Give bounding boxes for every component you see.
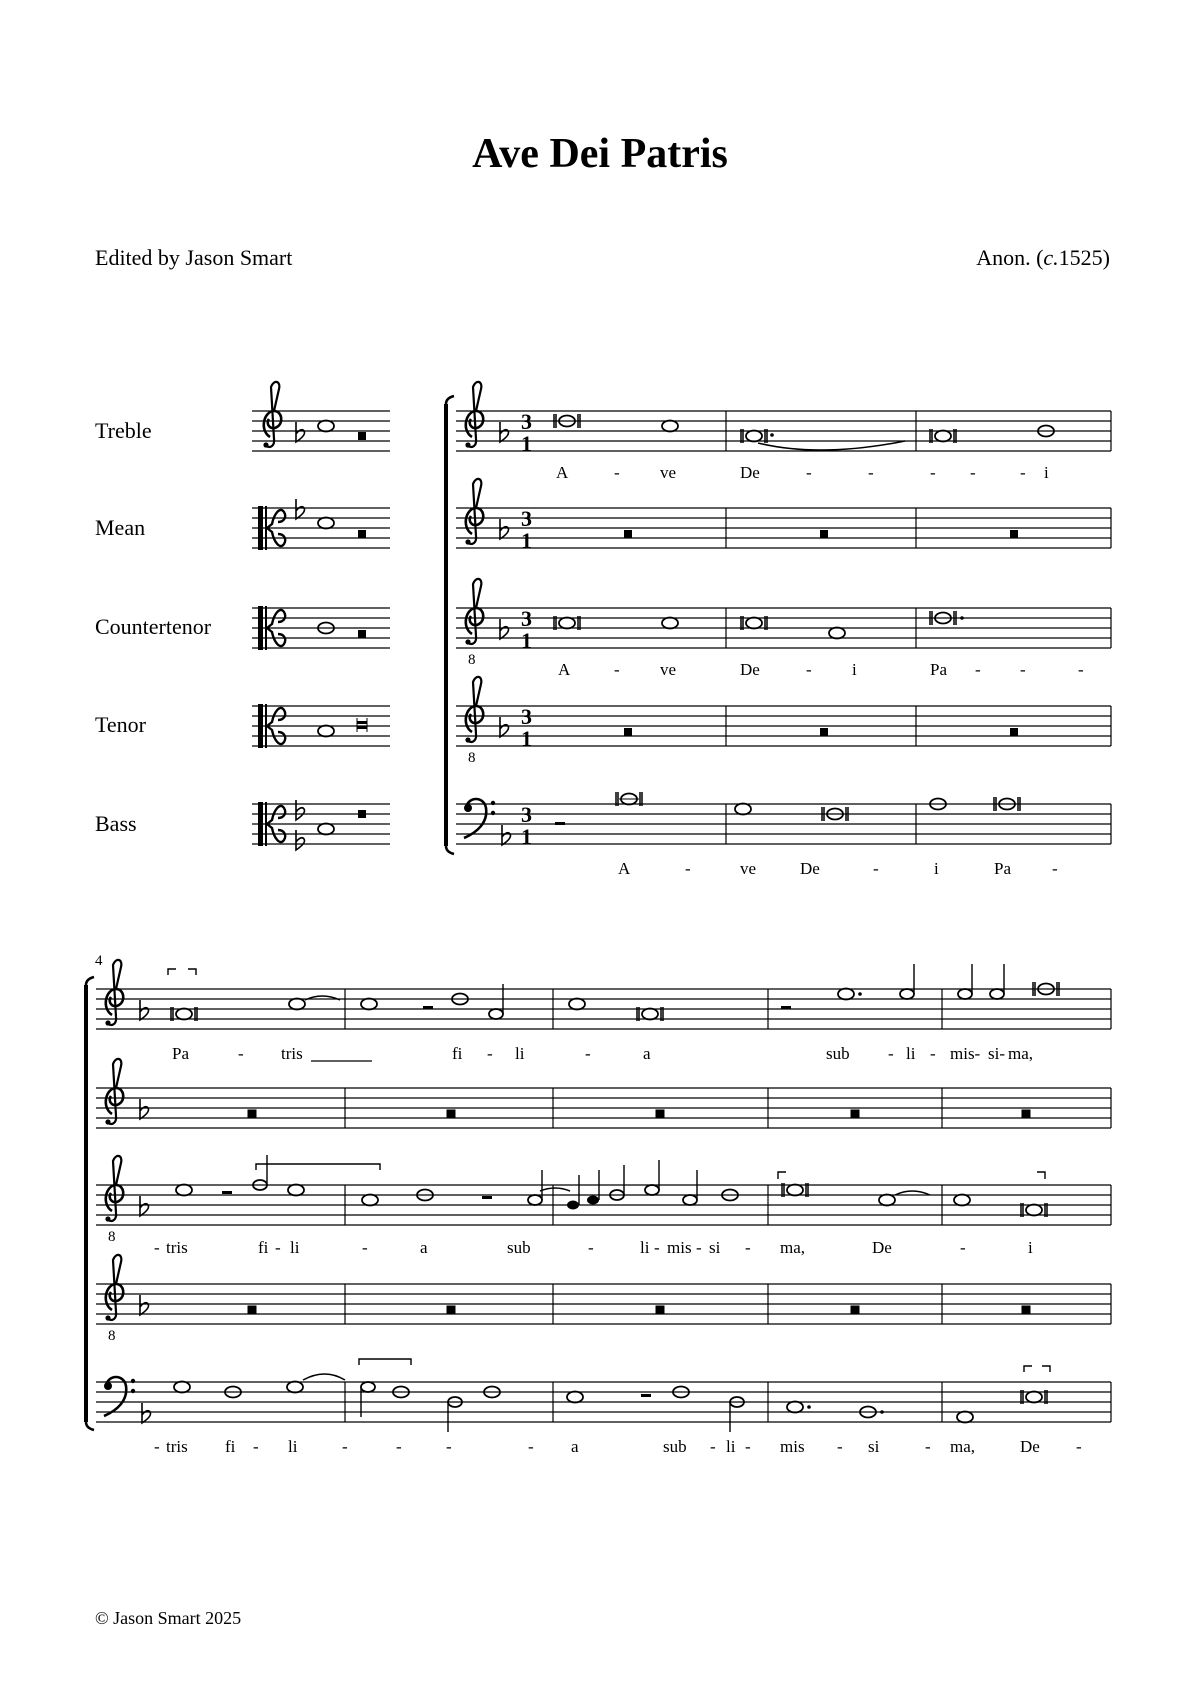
piece-title: Ave Dei Patris <box>472 131 728 177</box>
lyric: - <box>342 1437 348 1456</box>
lyric: li <box>906 1044 916 1063</box>
incipit-symbols <box>258 382 367 850</box>
lyric: tris <box>166 1437 188 1456</box>
time-sig-bottom: 1 <box>521 824 532 849</box>
lyric: - <box>275 1238 281 1257</box>
lyric: - <box>685 859 691 878</box>
measure-number: 4 <box>95 953 103 969</box>
lyric: - <box>154 1238 160 1257</box>
time-sig-top: 3 <box>521 409 532 434</box>
lyric: li <box>726 1437 736 1456</box>
lyric: - <box>1052 859 1058 878</box>
lyric: - <box>960 1238 966 1257</box>
lyric: - <box>970 463 976 482</box>
lyric: - <box>837 1437 843 1456</box>
lyric: ma, <box>780 1238 806 1257</box>
time-sig-bottom: 1 <box>521 628 532 653</box>
lyric: si <box>709 1238 721 1257</box>
lyric: ma, <box>950 1437 976 1456</box>
octave-mark: 8 <box>108 1229 116 1245</box>
system-2 <box>86 953 1111 1456</box>
composer-circa: c. <box>1043 245 1059 270</box>
lyric: i <box>1028 1238 1033 1257</box>
time-sig-bottom: 1 <box>521 528 532 553</box>
voice-label-tenor: Tenor <box>95 712 146 737</box>
lyric: i <box>1044 463 1049 482</box>
lyric: - <box>868 463 874 482</box>
lyric: De <box>872 1238 892 1257</box>
lyric: - <box>975 660 981 679</box>
lyric: - <box>588 1238 594 1257</box>
voice-label-mean: Mean <box>95 515 146 540</box>
lyric: - <box>930 1044 936 1063</box>
lyric: si <box>868 1437 880 1456</box>
lyric: - <box>745 1437 751 1456</box>
time-sig-bottom: 1 <box>521 431 532 456</box>
lyric: mis <box>780 1437 805 1456</box>
lyric: - <box>1020 463 1026 482</box>
lyric: - <box>806 660 812 679</box>
voice-label-treble: Treble <box>95 418 152 443</box>
system-2-lyrics <box>154 1044 1082 1456</box>
lyric: De <box>800 859 820 878</box>
time-sig-top: 3 <box>521 802 532 827</box>
lyric: - <box>614 660 620 679</box>
lyric: sub <box>826 1044 850 1063</box>
system-2-notes <box>168 964 1059 1432</box>
lyric: Pa <box>172 1044 189 1063</box>
lyric: li <box>288 1437 298 1456</box>
time-sig-top: 3 <box>521 506 532 531</box>
lyric: fi <box>258 1238 269 1257</box>
lyric: A <box>618 859 631 878</box>
lyric: sub <box>663 1437 687 1456</box>
voice-label-countertenor: Countertenor <box>95 614 212 639</box>
time-sig-top: 3 <box>521 704 532 729</box>
lyric: ve <box>660 660 677 679</box>
lyric: tris <box>166 1238 188 1257</box>
lyric: - <box>806 463 812 482</box>
lyric: li <box>290 1238 300 1257</box>
lyric: - <box>745 1238 751 1257</box>
incipit-countertenor <box>252 608 390 648</box>
lyric: mis- <box>950 1044 981 1063</box>
lyric: sub <box>507 1238 531 1257</box>
lyric: a <box>571 1437 579 1456</box>
voice-label-bass: Bass <box>95 811 137 836</box>
system-1-notes <box>554 414 1054 825</box>
incipit-staves <box>252 411 390 844</box>
octave-mark: 8 <box>468 652 476 668</box>
octave-mark: 8 <box>468 750 476 766</box>
lyric: - <box>362 1238 368 1257</box>
lyric: Pa <box>930 660 947 679</box>
lyric: ve <box>660 463 677 482</box>
lyric: a <box>420 1238 428 1257</box>
lyric: Pa <box>994 859 1011 878</box>
lyric: - <box>925 1437 931 1456</box>
lyric: - <box>614 463 620 482</box>
lyric: - <box>930 463 936 482</box>
lyric: - <box>696 1238 702 1257</box>
lyric: ma, <box>1008 1044 1034 1063</box>
lyric: A <box>558 660 571 679</box>
lyric: - <box>487 1044 493 1063</box>
lyric: - <box>1078 660 1084 679</box>
system-1-time-signatures <box>521 409 532 849</box>
composer-year: 1525) <box>1058 245 1110 270</box>
time-sig-top: 3 <box>521 606 532 631</box>
lyric: i <box>934 859 939 878</box>
time-sig-bottom: 1 <box>521 726 532 751</box>
lyric: tris <box>281 1044 303 1063</box>
lyric: - <box>710 1437 716 1456</box>
lyric: - <box>528 1437 534 1456</box>
lyric: mis <box>667 1238 692 1257</box>
lyric: - <box>238 1044 244 1063</box>
lyric: ve <box>740 859 757 878</box>
lyric: - <box>585 1044 591 1063</box>
lyric: i <box>852 660 857 679</box>
lyric: li <box>640 1238 650 1257</box>
octave-mark: 8 <box>108 1328 116 1344</box>
lyric: li <box>515 1044 525 1063</box>
lyric: - <box>154 1437 160 1456</box>
editor-credit: Edited by Jason Smart <box>95 245 293 270</box>
lyric: a <box>643 1044 651 1063</box>
copyright-notice: © Jason Smart 2025 <box>95 1608 242 1628</box>
lyric: - <box>888 1044 894 1063</box>
lyric: fi <box>452 1044 463 1063</box>
lyric: A <box>556 463 569 482</box>
system-1 <box>446 382 1111 878</box>
lyric: fi <box>225 1437 236 1456</box>
composer-name: Anon. ( <box>976 245 1044 270</box>
lyric: - <box>253 1437 259 1456</box>
lyric: - <box>396 1437 402 1456</box>
lyric: - <box>1020 660 1026 679</box>
lyric: De <box>740 463 760 482</box>
lyric: - <box>873 859 879 878</box>
lyric: - <box>1076 1437 1082 1456</box>
system-1-lyrics <box>556 463 1084 878</box>
lyric: - <box>446 1437 452 1456</box>
lyric: De <box>1020 1437 1040 1456</box>
lyric: - <box>654 1238 660 1257</box>
lyric: si- <box>988 1044 1005 1063</box>
lyric: De <box>740 660 760 679</box>
